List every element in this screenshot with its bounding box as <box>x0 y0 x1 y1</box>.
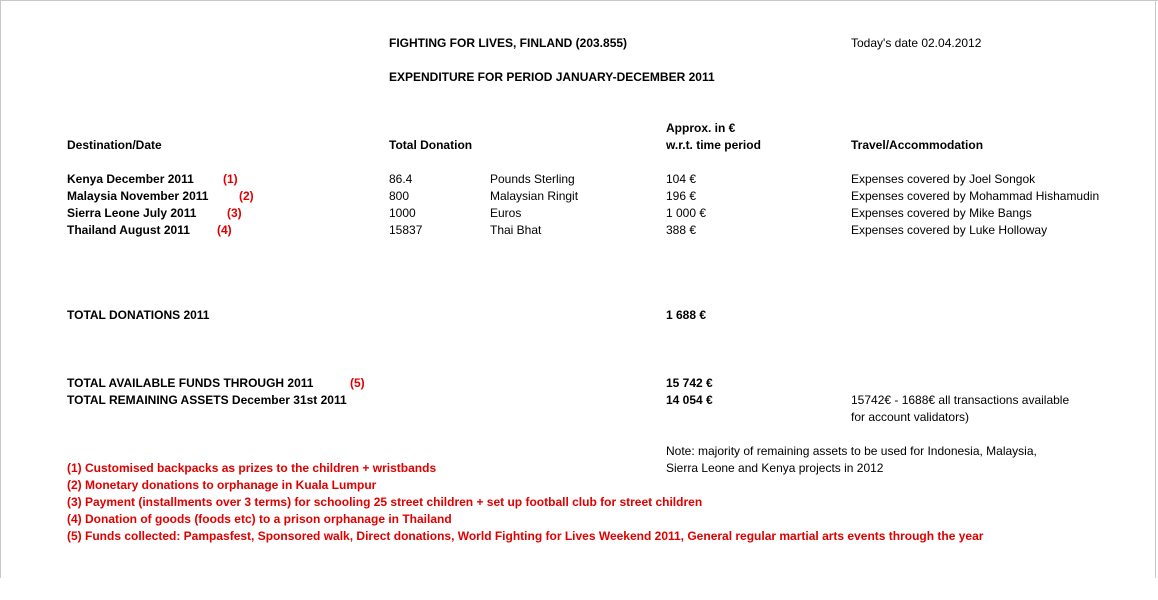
header-destination: Destination/Date <box>67 138 162 152</box>
document-title: FIGHTING FOR LIVES, FINLAND (203.855) <box>389 36 628 50</box>
header-travel: Travel/Accommodation <box>851 138 984 152</box>
total-available-label: TOTAL AVAILABLE FUNDS THROUGH 2011 <box>67 376 314 390</box>
row-ref: (1) <box>223 172 238 186</box>
header-approx-line1: Approx. in € <box>666 121 736 135</box>
row-travel: Expenses covered by Luke Holloway <box>851 223 1048 237</box>
header-approx-line2: w.r.t. time period <box>666 138 761 152</box>
total-available-ref: (5) <box>350 376 365 390</box>
total-remaining-value: 14 054 € <box>666 393 713 407</box>
total-remaining-label: TOTAL REMAINING ASSETS December 31st 2011 <box>67 393 347 407</box>
assets-note-line1: Note: majority of remaining assets to be used for Indonesia, Malaysia, <box>666 444 1037 458</box>
row-approx: 196 € <box>666 189 697 203</box>
row-approx: 388 € <box>666 223 697 237</box>
sheet-border-top <box>0 0 1158 1</box>
sheet-border-left <box>0 0 1 578</box>
sheet-border-right <box>1155 0 1156 578</box>
footnote: (3) Payment (installments over 3 terms) for schooling 25 street children + set up football club for street children <box>67 495 703 509</box>
footnote: (4) Donation of goods (foods etc) to a prison orphanage in Thailand <box>67 512 452 526</box>
total-donations-label: TOTAL DONATIONS 2011 <box>67 308 210 322</box>
row-destination: Malaysia November 2011 <box>67 189 209 203</box>
row-approx: 104 € <box>666 172 697 186</box>
row-amount: 15837 <box>389 223 423 237</box>
total-donations-value: 1 688 € <box>666 308 707 322</box>
row-destination: Thailand August 2011 <box>67 223 190 237</box>
document-subtitle: EXPENDITURE FOR PERIOD JANUARY-DECEMBER 2011 <box>389 70 715 84</box>
row-approx: 1 000 € <box>666 206 707 220</box>
footnote: (1) Customised backpacks as prizes to the children + wristbands <box>67 461 437 475</box>
assets-note-line2: Sierra Leone and Kenya projects in 2012 <box>666 461 884 475</box>
row-amount: 800 <box>389 189 410 203</box>
row-ref: (2) <box>239 189 254 203</box>
remaining-note-line2: for account validators) <box>851 410 970 424</box>
row-currency: Malaysian Ringit <box>490 189 579 203</box>
row-ref: (4) <box>217 223 232 237</box>
todays-date: Today's date 02.04.2012 <box>851 36 982 50</box>
row-amount: 1000 <box>389 206 416 220</box>
row-destination: Sierra Leone July 2011 <box>67 206 197 220</box>
total-available-value: 15 742 € <box>666 376 713 390</box>
footnote: (5) Funds collected: Pampasfest, Sponsored walk, Direct donations, World Fighting for Lives Weekend 2011, General regular martial arts events through the year <box>67 529 984 543</box>
header-total-donation: Total Donation <box>389 138 473 152</box>
row-ref: (3) <box>227 206 242 220</box>
row-currency: Euros <box>490 206 522 220</box>
row-travel: Expenses covered by Mike Bangs <box>851 206 1032 220</box>
row-currency: Thai Bhat <box>490 223 542 237</box>
row-currency: Pounds Sterling <box>490 172 575 186</box>
footnote: (2) Monetary donations to orphanage in Kuala Lumpur <box>67 478 377 492</box>
row-travel: Expenses covered by Mohammad Hishamudin <box>851 189 1100 203</box>
row-amount: 86.4 <box>389 172 413 186</box>
remaining-note-line1: 15742€ - 1688€ all transactions available <box>851 393 1070 407</box>
row-travel: Expenses covered by Joel Songok <box>851 172 1036 186</box>
row-destination: Kenya December 2011 <box>67 172 194 186</box>
